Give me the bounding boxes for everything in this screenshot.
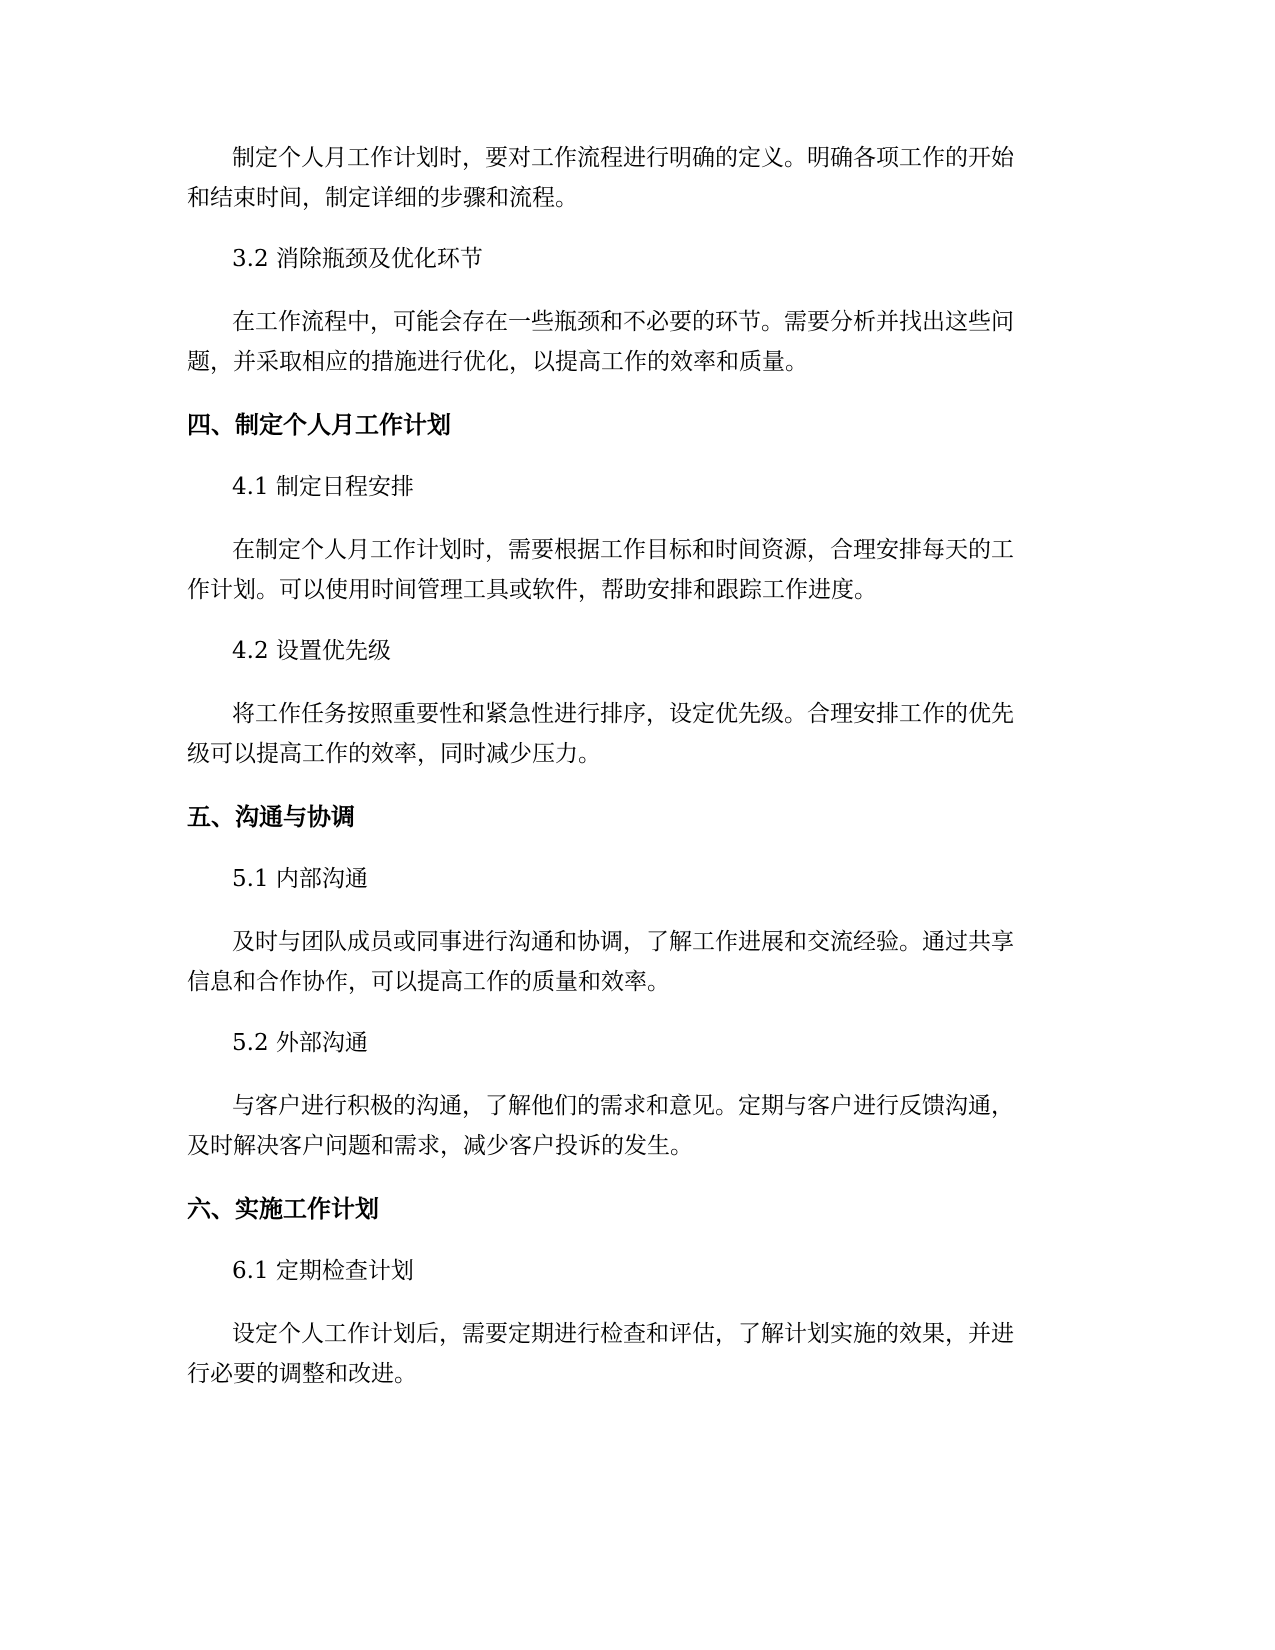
paragraph-line: 题，并采取相应的措施进行优化，以提高工作的效率和质量。 [187, 349, 808, 375]
subheading: 4.1 制定日程安排 [232, 474, 414, 500]
paragraph-line: 作计划。可以使用时间管理工具或软件，帮助安排和跟踪工作进度。 [187, 577, 877, 603]
paragraph-line: 在工作流程中，可能会存在一些瓶颈和不必要的环节。需要分析并找出这些问 [232, 309, 1014, 335]
paragraph-line: 级可以提高工作的效率，同时减少压力。 [187, 741, 601, 767]
subheading: 3.2 消除瓶颈及优化环节 [232, 246, 483, 272]
paragraph-line: 设定个人工作计划后，需要定期进行检查和评估，了解计划实施的效果，并进 [232, 1321, 1014, 1347]
section-heading: 五、沟通与协调 [187, 803, 355, 831]
paragraph-line: 信息和合作协作，可以提高工作的质量和效率。 [187, 969, 670, 995]
paragraph-line: 行必要的调整和改进。 [187, 1361, 417, 1387]
subheading: 5.2 外部沟通 [232, 1030, 368, 1056]
paragraph-line: 和结束时间，制定详细的步骤和流程。 [187, 185, 578, 211]
section-heading: 四、制定个人月工作计划 [187, 411, 451, 439]
subheading: 4.2 设置优先级 [232, 638, 391, 664]
subheading: 6.1 定期检查计划 [232, 1258, 414, 1284]
paragraph-line: 制定个人月工作计划时，要对工作流程进行明确的定义。明确各项工作的开始 [232, 145, 1014, 171]
paragraph-line: 及时解决客户问题和需求，减少客户投诉的发生。 [187, 1133, 693, 1159]
subheading: 5.1 内部沟通 [232, 866, 368, 892]
paragraph-line: 将工作任务按照重要性和紧急性进行排序，设定优先级。合理安排工作的优先 [232, 701, 1014, 727]
paragraph-line: 及时与团队成员或同事进行沟通和协调，了解工作进展和交流经验。通过共享 [232, 929, 1014, 955]
paragraph-line: 在制定个人月工作计划时，需要根据工作目标和时间资源，合理安排每天的工 [232, 537, 1014, 563]
section-heading: 六、实施工作计划 [187, 1195, 379, 1223]
paragraph-line: 与客户进行积极的沟通，了解他们的需求和意见。定期与客户进行反馈沟通， [232, 1093, 1014, 1119]
